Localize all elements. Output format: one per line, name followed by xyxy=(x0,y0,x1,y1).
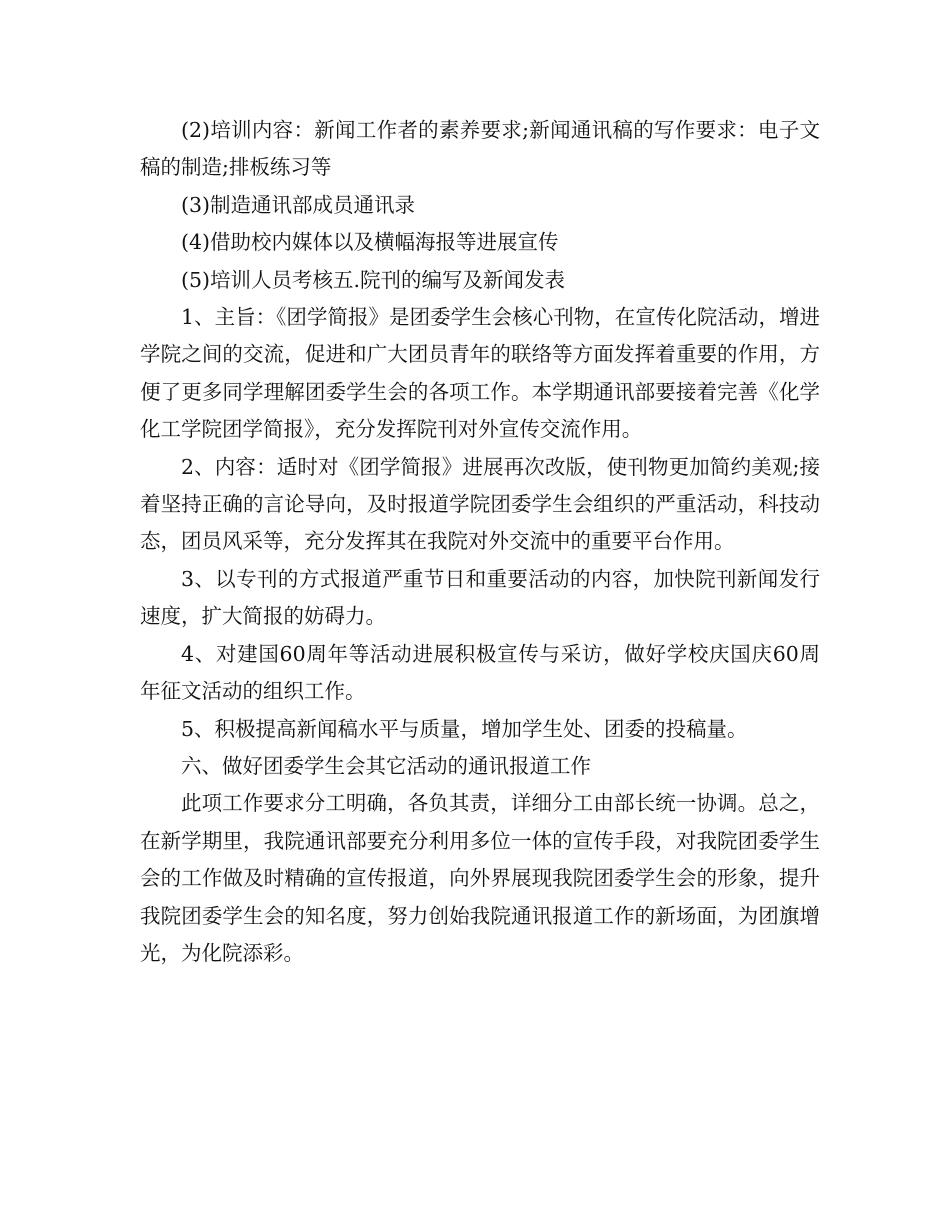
paragraph-purpose: 1、主旨：《团学简报》是团委学生会核心刊物，在宣传化院活动，增进学院之间的交流，促进和广大团员青年的联络等方面发挥着重要的作用，方便了更多同学理解团委学生会的各项工作。本学期通讯部要接着完善《化学化工学院团学简报》，充分发挥院刊对外宣传交流作用。 xyxy=(140,305,820,442)
paragraph-special-issue: 3、以专刊的方式报道严重节日和重要活动的内容，加快院刊新闻发行速度，扩大简报的妨碍力。 xyxy=(140,566,820,629)
paragraph-conclusion: 此项工作要求分工明确，各负其责，详细分工由部长统一协调。总之，在新学期里，我院通讯部要充分利用多位一体的宣传手段，对我院团委学生会的工作做及时精确的宣传报道，向外界展现我院团委学生会的形象，提升我院团委学生会的知名度，努力创始我院通讯报道工作的新场面，为团旗增光，为化院添彩。 xyxy=(140,791,820,965)
document-body xyxy=(140,112,820,972)
paragraph-member-directory: (3)制造通讯部成员通讯录 xyxy=(181,192,416,217)
paragraph-training-assessment: (5)培训人员考核五.院刊的编写及新闻发表 xyxy=(181,267,566,292)
paragraph-campus-media: (4)借助校内媒体以及横幅海报等进展宣传 xyxy=(181,230,559,255)
paragraph-section-six-heading: 六、做好团委学生会其它活动的通讯报道工作 xyxy=(181,753,591,778)
paragraph-submissions: 5、积极提高新闻稿水平与质量，增加学生处、团委的投稿量。 xyxy=(181,716,748,741)
paragraph-anniversary: 4、对建国60周年等活动进展积极宣传与采访，做好学校庆国庆60周年征文活动的组织工作。 xyxy=(140,641,820,704)
paragraph-content: 2、内容：适时对《团学简报》进展再次改版，使刊物更加简约美观;接着坚持正确的言论导向，及时报道学院团委学生会组织的严重活动，科技动态，团员风采等，充分发挥其在我院对外交流中的重要平台作用。 xyxy=(140,454,820,554)
paragraph-training-content: (2)培训内容：新闻工作者的素养要求;新闻通讯稿的写作要求：电子文稿的制造;排板练习等 xyxy=(140,118,820,180)
